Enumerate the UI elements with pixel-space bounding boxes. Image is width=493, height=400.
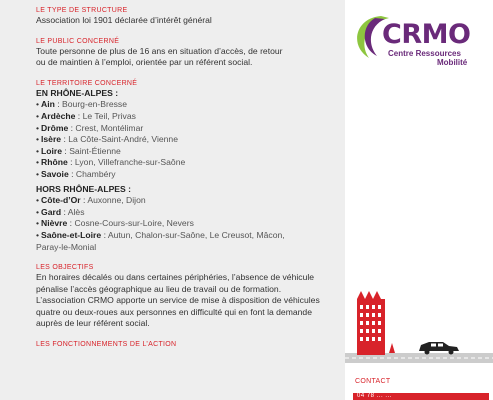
public-text-line-1: Toute personne de plus de 16 ans en situation d’accès, de retour: [36, 45, 283, 56]
contact-label: CONTACT: [355, 378, 391, 385]
public-text-line-2: ou de maintien à l’emploi, orientée par un référent social.: [36, 57, 253, 68]
objectifs-line-4: quatre ou deux-roues aux personnes en difficulté qui en font la demande: [36, 306, 312, 317]
region-hors-rhone-alpes-heading: HORS RHÔNE-ALPES :: [36, 183, 132, 194]
list-item: • Loire : Saint-Étienne: [36, 145, 121, 156]
list-item: • Nièvre : Cosne-Cours-sur-Loire, Nevers: [36, 218, 194, 229]
column-divider: [335, 0, 345, 400]
objectifs-title: LES OBJECTIFS: [36, 264, 94, 272]
structure-text: Association loi 1901 déclarée d’intérêt général: [36, 15, 212, 25]
objectifs-line-5: auprès de leur référent social.: [36, 318, 150, 329]
list-item: • Ardèche : Le Teil, Privas: [36, 110, 136, 121]
list-item: • Côte-d’Or : Auxonne, Dijon: [36, 195, 146, 206]
logo-wordmark: CRMO: [382, 19, 471, 50]
content-body: [36, 6, 332, 349]
logo-line-2: Mobilité: [437, 58, 468, 67]
list-item: • Savoie : Chambéry: [36, 168, 116, 179]
fonctionnements-title: LES FONCTIONNEMENTS DE L’ACTION: [36, 341, 177, 349]
region-hors-rhone-alpes-list: [36, 195, 332, 253]
list-item: • Ain : Bourg-en-Bresse: [36, 99, 127, 110]
objectifs-line-1: En horaires décalés ou dans certaines périphéries, l’absence de véhicule: [36, 272, 315, 283]
phone-number: 04 78 ... ...: [357, 393, 392, 399]
list-item: • Drôme : Crest, Montélimar: [36, 122, 144, 133]
crmo-logo: [345, 6, 493, 72]
region-rhone-alpes-list: [36, 99, 332, 180]
objectifs-line-2: pénalise l’accès géographique au lieu de travail ou de formation.: [36, 283, 282, 294]
list-item-continuation: Paray-le-Monial: [36, 241, 97, 252]
list-item: • Gard : Alès: [36, 206, 85, 217]
objectifs-line-3: L’association CRMO apporte un service de mise à disposition de véhicules: [36, 295, 320, 306]
list-item: • Saône-et-Loire : Autun, Chalon-sur-Saône, Le Creusot, Mâcon,: [36, 229, 285, 240]
public-title: LE PUBLIC CONCERNÉ: [36, 37, 120, 45]
structure-title: LE TYPE DE STRUCTURE: [36, 7, 128, 14]
logo-line-1: Centre Ressources: [388, 49, 461, 58]
region-rhone-alpes-heading: EN RHÔNE-ALPES :: [36, 87, 119, 98]
sidebar: [345, 0, 493, 400]
territoire-title: LE TERRITOIRE CONCERNÉ: [36, 79, 138, 87]
list-item: • Rhône : Lyon, Villefranche-sur-Saône: [36, 157, 186, 168]
list-item: • Isère : La Côte-Saint-André, Vienne: [36, 134, 178, 145]
